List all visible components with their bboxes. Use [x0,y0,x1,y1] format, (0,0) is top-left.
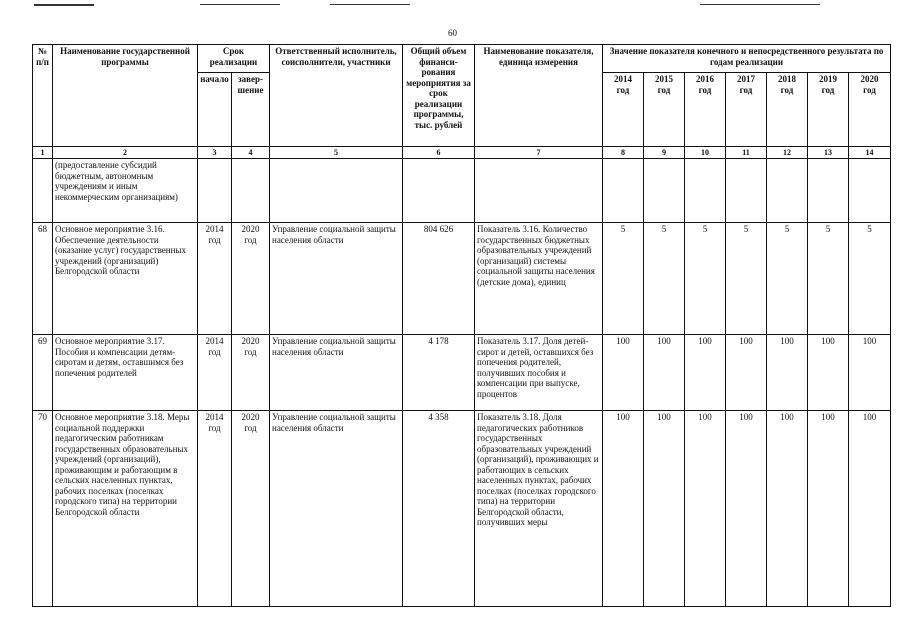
row-num: 68 [33,223,53,335]
header-term-end: завер- шение [232,73,270,147]
table-row [33,335,891,411]
row-value: 100 [808,411,849,607]
row-responsible: Управление социальной защиты населения области [270,335,403,411]
header-volume: Общий объем финанси- рования мероприятия за срок реализации программы, тыс. рублей [403,45,475,147]
header-year: 2014 год [603,73,644,147]
table-row [33,159,891,223]
row-responsible [270,159,403,223]
row-volume: 4 178 [403,335,475,411]
row-name: Основное мероприятие 3.16. Обеспечение деятельности (оказание услуг) государственных учреждений (организаций) Белгородской области [53,223,198,335]
row-value: 100 [685,411,726,607]
row-start [198,159,232,223]
column-number: 14 [849,147,891,159]
header-values-group: Значение показателя конечного и непосредственного результата по годам реализации [603,45,891,73]
column-number: 4 [232,147,270,159]
column-number-row [33,147,891,159]
row-end [232,159,270,223]
row-value [767,159,808,223]
header-year: 2015 год [644,73,685,147]
column-number: 5 [270,147,403,159]
program-table [32,44,891,607]
scan-line [700,4,820,5]
header-term-start: начало [198,73,232,147]
row-value [849,159,891,223]
row-value [603,159,644,223]
row-value: 5 [726,223,767,335]
row-value: 100 [726,335,767,411]
column-number: 2 [53,147,198,159]
scan-line [200,4,280,5]
row-value: 100 [849,335,891,411]
scan-line [34,4,94,6]
row-name: (предоставление субсидий бюджетным, автономным учреждениям и иным некоммерческим организациям) [53,159,198,223]
row-value: 100 [767,411,808,607]
row-value: 100 [603,335,644,411]
header-year: 2020 год [849,73,891,147]
column-number: 7 [475,147,603,159]
row-volume [403,159,475,223]
row-value: 5 [849,223,891,335]
row-start: 2014 год [198,223,232,335]
column-number: 10 [685,147,726,159]
scan-line [330,4,410,5]
row-value: 5 [644,223,685,335]
row-name: Основное мероприятие 3.17. Пособия и компенсации детям-сиротам и детям, оставшимся без попечения родителей [53,335,198,411]
row-indicator: Показатель 3.16. Количество государственных бюджетных образовательных учреждений (организаций) системы социальной защиты населения (детские дома), единиц [475,223,603,335]
row-indicator: Показатель 3.18. Доля педагогических работников государственных образовательных учреждений (организаций), проживающих и работающих в сельских населенных пунктах, рабочих поселках (поселках городского типа) на территории Белгородской области, получивших меры [475,411,603,607]
row-num [33,159,53,223]
table-row [33,411,891,607]
row-value: 5 [767,223,808,335]
header-year: 2019 год [808,73,849,147]
row-responsible: Управление социальной защиты населения области [270,223,403,335]
row-value: 100 [726,411,767,607]
row-value: 5 [808,223,849,335]
row-value: 5 [685,223,726,335]
row-name: Основное мероприятие 3.18. Меры социальной поддержки педагогическим работникам государственных образовательных учреждений (организаций), проживающим и работающим в сельских населенных пунктах, рабочих поселках (поселках городского типа) на территории Белгородской области [53,411,198,607]
row-value: 100 [603,411,644,607]
header-year: 2016 год [685,73,726,147]
row-end: 2020 год [232,411,270,607]
header-year: 2017 год [726,73,767,147]
row-end: 2020 год [232,335,270,411]
column-number: 3 [198,147,232,159]
column-number: 8 [603,147,644,159]
row-value: 100 [767,335,808,411]
column-number: 6 [403,147,475,159]
header-program-name: Наименование государственной программы [53,45,198,147]
row-value [644,159,685,223]
row-value: 100 [849,411,891,607]
row-start: 2014 год [198,335,232,411]
row-value [808,159,849,223]
column-number: 11 [726,147,767,159]
row-value: 100 [644,411,685,607]
row-end: 2020 год [232,223,270,335]
row-num: 70 [33,411,53,607]
header-indicator-name: Наименование показателя, единица измерения [475,45,603,147]
column-number: 13 [808,147,849,159]
row-volume: 804 626 [403,223,475,335]
header-num: № п/п [33,45,53,147]
row-start: 2014 год [198,411,232,607]
row-indicator: Показатель 3.17. Доля детей-сирот и детей, оставшихся без попечения родителей, получивших пособия и компенсации при выпуске, процентов [475,335,603,411]
row-volume: 4 358 [403,411,475,607]
header-responsible: Ответственный исполнитель, соисполнители, участники [270,45,403,147]
column-number: 9 [644,147,685,159]
row-value: 100 [644,335,685,411]
row-value: 100 [808,335,849,411]
row-value [685,159,726,223]
header-term: Срок реализации [198,45,270,73]
row-value [726,159,767,223]
row-num: 69 [33,335,53,411]
row-value: 100 [685,335,726,411]
row-responsible: Управление социальной защиты населения области [270,411,403,607]
column-number: 1 [33,147,53,159]
page-number: 60 [448,28,457,38]
column-number: 12 [767,147,808,159]
table-row [33,223,891,335]
row-value: 5 [603,223,644,335]
header-year: 2018 год [767,73,808,147]
row-indicator [475,159,603,223]
